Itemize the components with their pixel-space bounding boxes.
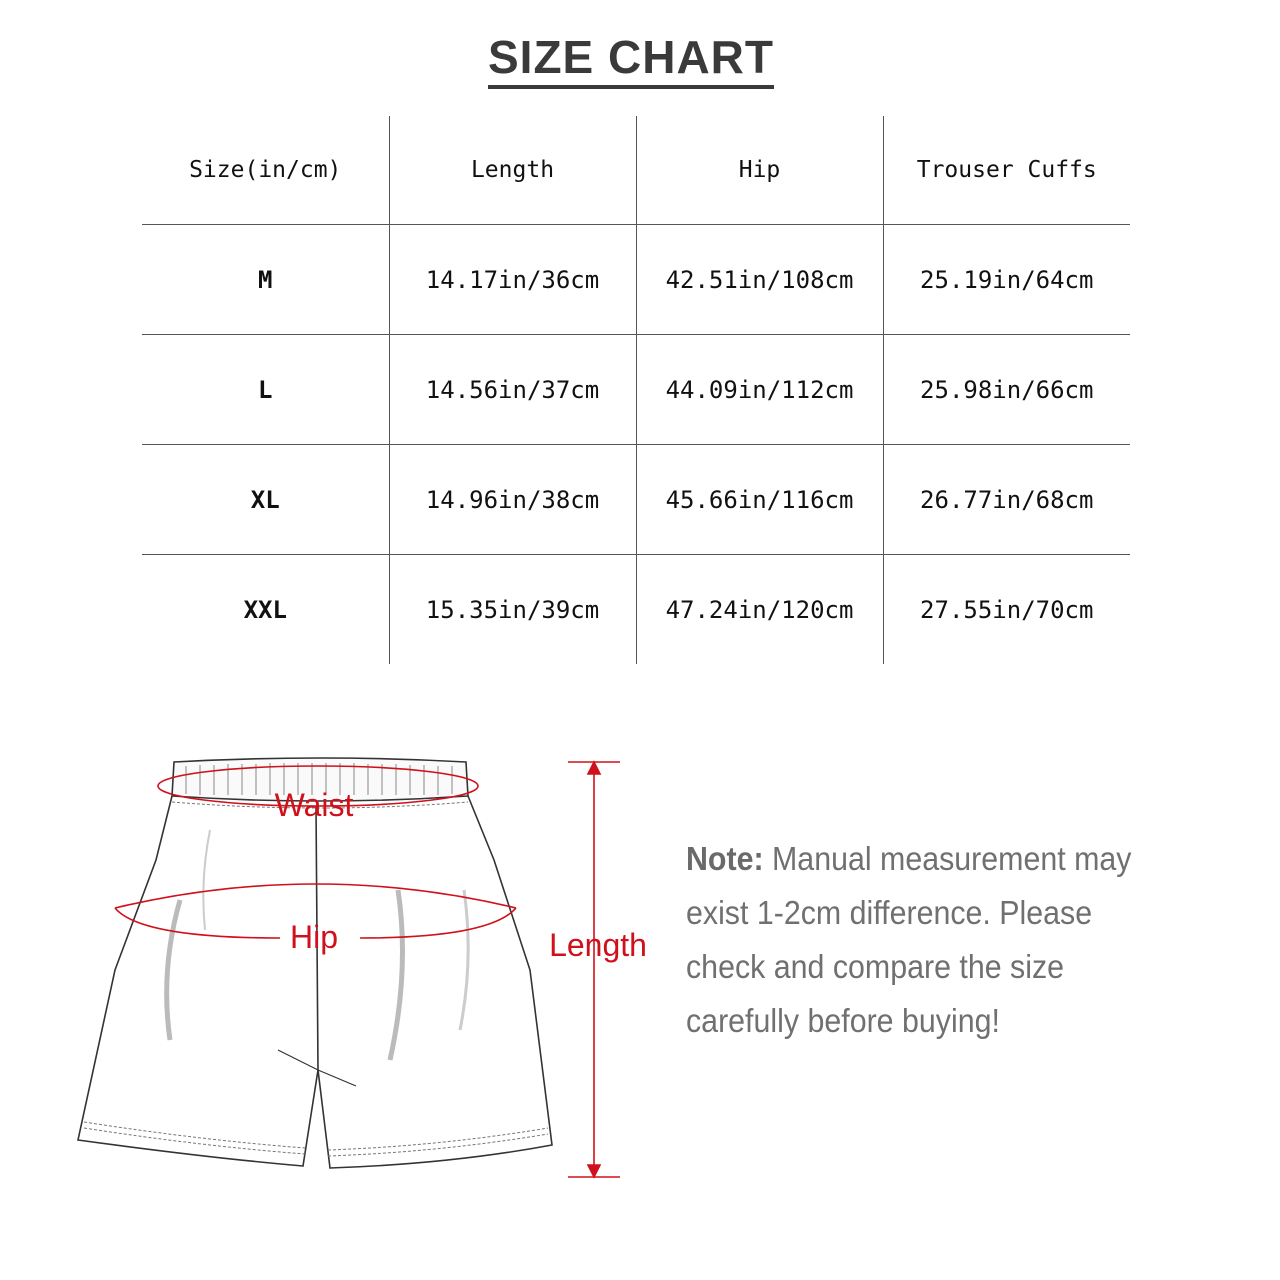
length-cell: 14.56in/37cm: [389, 335, 636, 445]
page-title: [0, 30, 1262, 84]
header-cuffs: Trouser Cuffs: [883, 116, 1130, 225]
size-cell: XXL: [142, 555, 389, 665]
measurement-lines: [115, 762, 620, 1177]
size-cell: M: [142, 225, 389, 335]
hip-cell: 45.66in/116cm: [636, 445, 883, 555]
hip-cell: 42.51in/108cm: [636, 225, 883, 335]
hip-cell: 47.24in/120cm: [636, 555, 883, 665]
table-row: [142, 555, 1130, 665]
shorts-diagram: [60, 740, 660, 1190]
hip-cell: 44.09in/112cm: [636, 335, 883, 445]
table-row: [142, 335, 1130, 445]
hip-label: Hip: [289, 919, 339, 955]
length-cell: 14.96in/38cm: [389, 445, 636, 555]
size-cell: L: [142, 335, 389, 445]
table-header-row: [142, 116, 1130, 225]
size-cell: XL: [142, 445, 389, 555]
header-size: Size(in/cm): [142, 116, 389, 225]
cuffs-cell: 25.98in/66cm: [883, 335, 1130, 445]
note-label: Note:: [686, 840, 764, 877]
cuffs-cell: 27.55in/70cm: [920, 595, 1094, 624]
header-hip: Hip: [636, 116, 883, 225]
note-text: Manual measurement may exist 1-2cm difference. Please check and compare the size carefully before buying!: [686, 840, 1132, 1039]
header-length: Length: [389, 116, 636, 225]
table-row: [142, 445, 1130, 555]
hip-arc: [115, 884, 516, 908]
cuffs-cell: 25.19in/64cm: [883, 225, 1130, 335]
size-table: [142, 116, 1130, 664]
title-text: SIZE CHART: [488, 31, 774, 89]
length-cell: 15.35in/39cm: [389, 555, 636, 665]
table-row: [142, 225, 1130, 335]
cuffs-cell: 26.77in/68cm: [883, 445, 1130, 555]
length-label: Length: [549, 927, 647, 963]
waist-label: Waist: [274, 787, 354, 823]
note-block: [686, 832, 1164, 1048]
length-cell: 14.17in/36cm: [389, 225, 636, 335]
